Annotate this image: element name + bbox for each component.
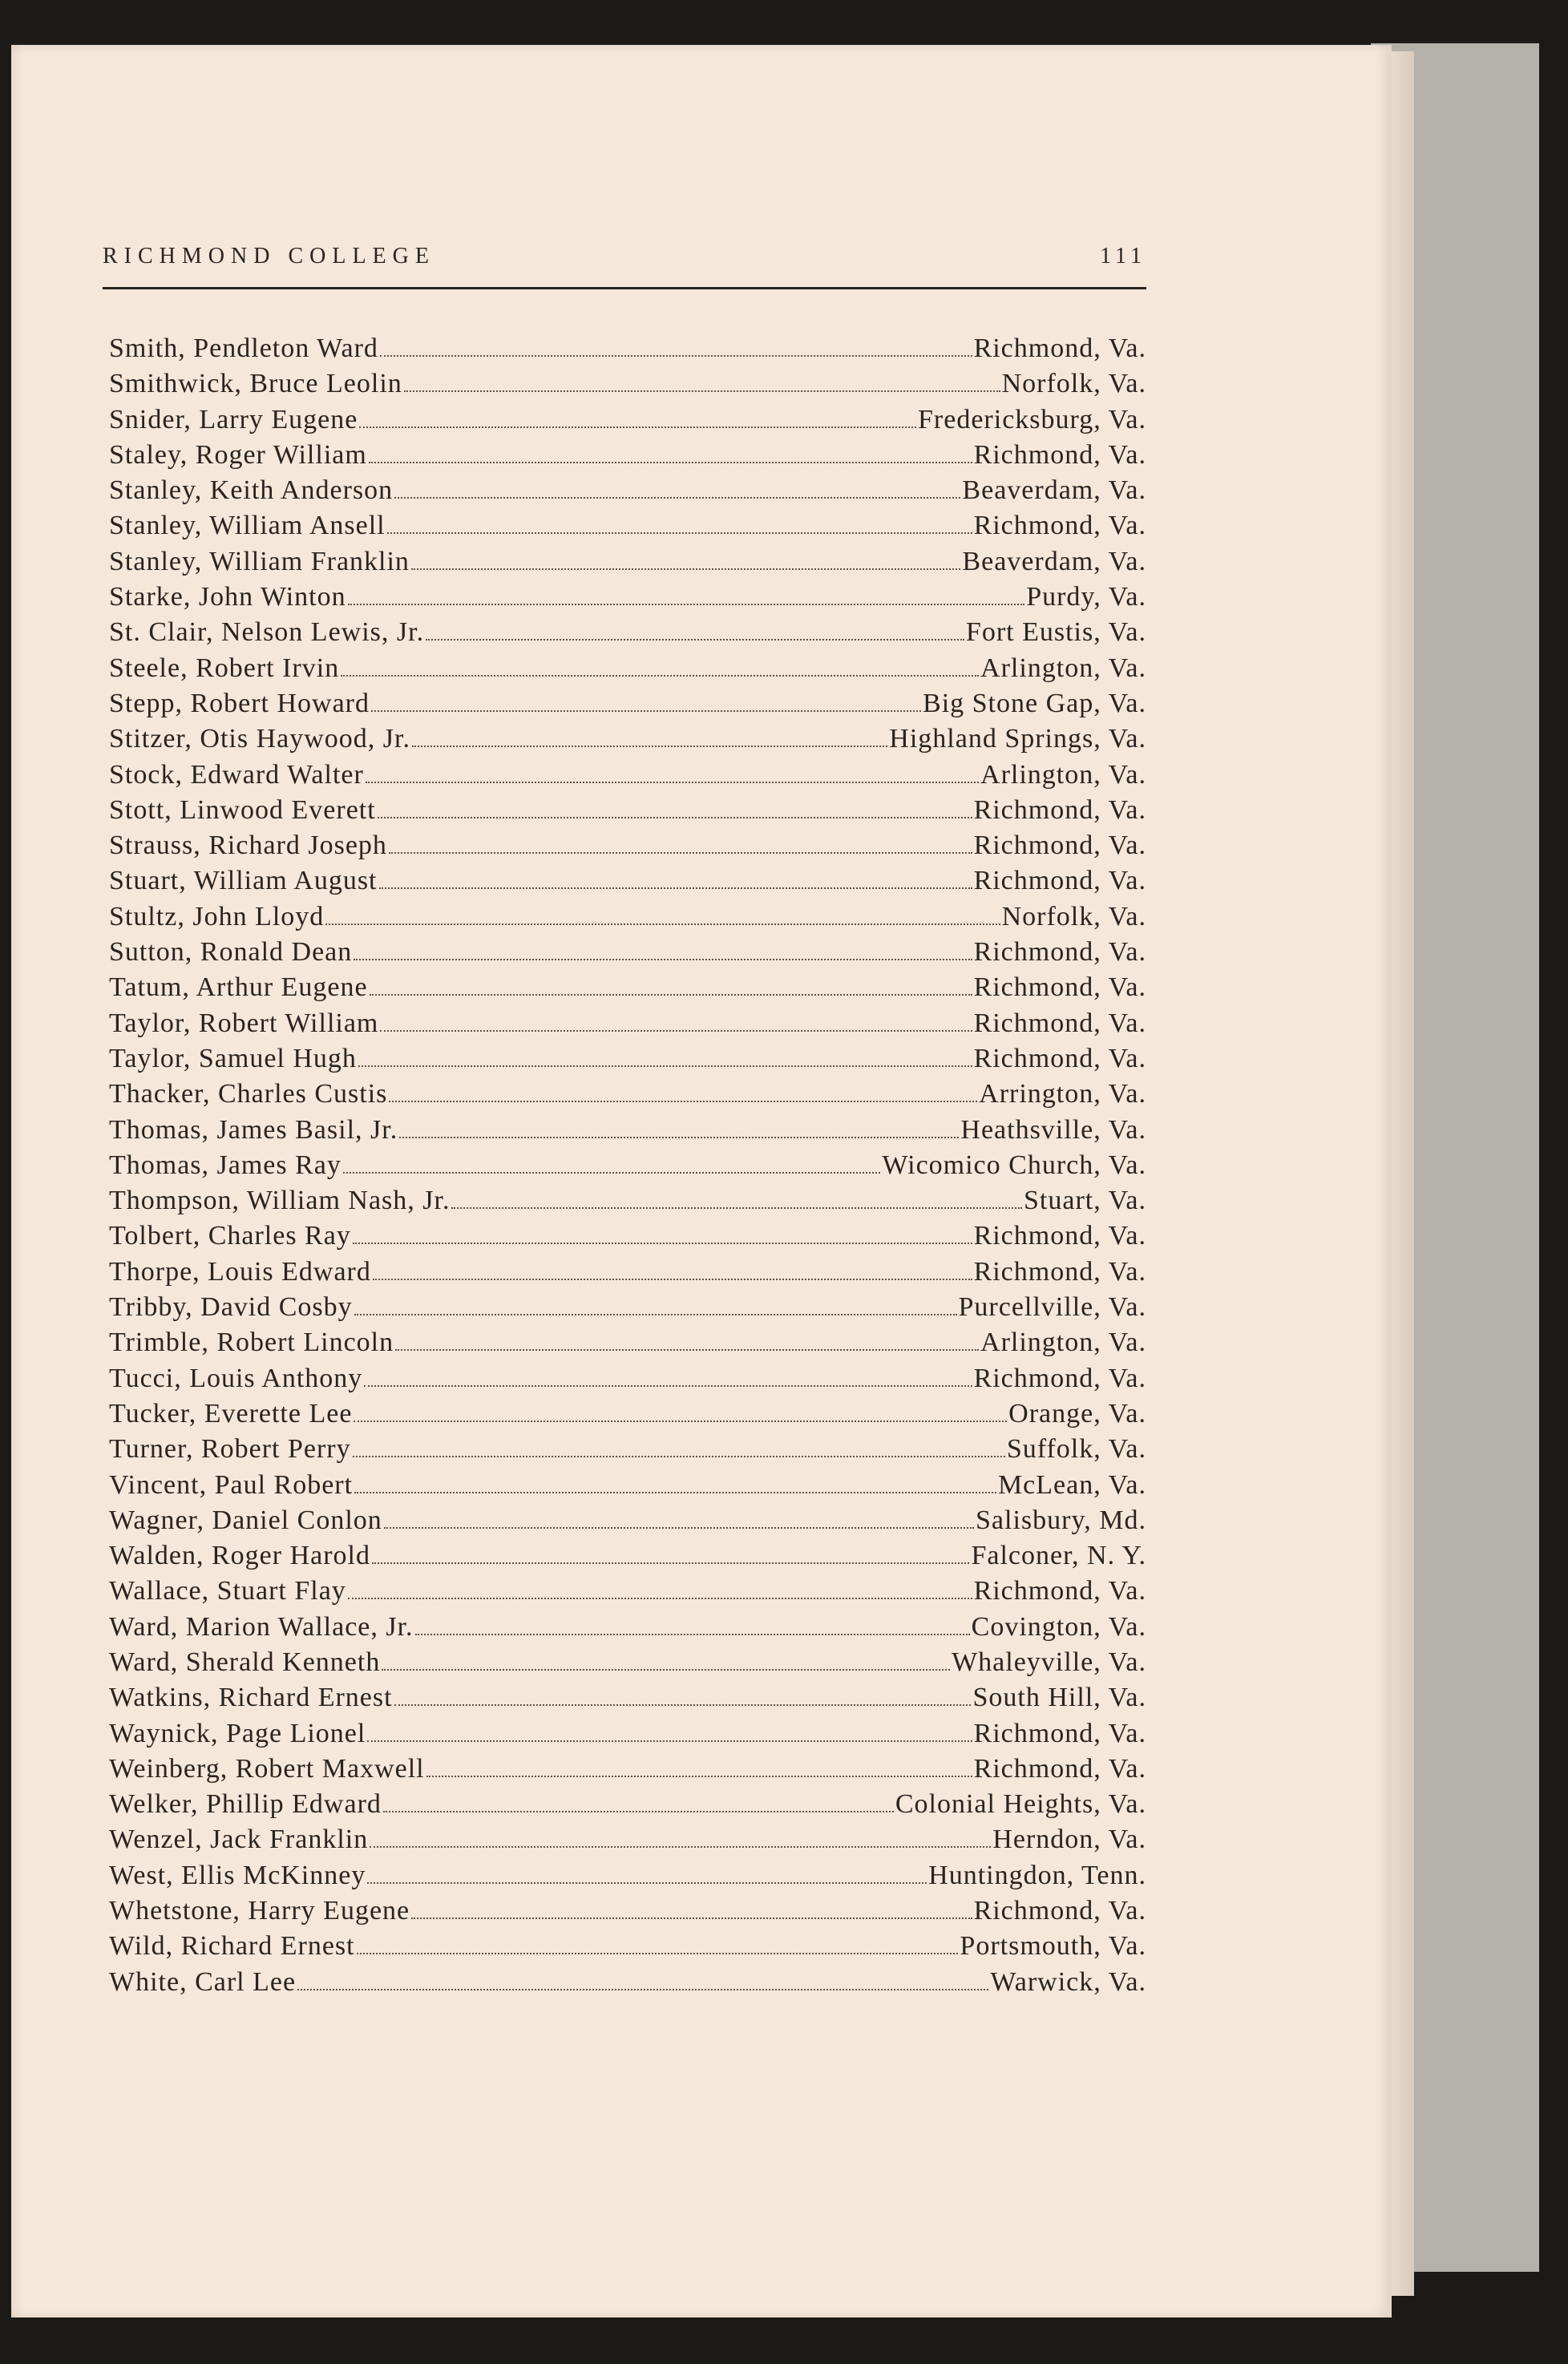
list-item: [109, 1186, 1146, 1221]
list-item: [109, 1399, 1146, 1434]
hometown: Falconer, N. Y.: [971, 1541, 1146, 1571]
dot-leader: [358, 1065, 972, 1067]
student-name: Stanley, William Franklin: [109, 546, 410, 576]
list-item: [109, 1754, 1146, 1789]
list-item: [109, 1861, 1146, 1896]
hometown: Richmond, Va.: [973, 1043, 1146, 1073]
student-name: Taylor, Robert William: [109, 1008, 379, 1038]
hometown: Arlington, Va.: [980, 653, 1146, 683]
list-item: [109, 1719, 1146, 1754]
hometown: Norfolk, Va.: [1001, 901, 1146, 931]
list-item: [109, 1115, 1146, 1150]
hometown: Norfolk, Va.: [1001, 369, 1146, 399]
hometown: Stuart, Va.: [1024, 1186, 1146, 1216]
dot-leader: [354, 1492, 996, 1493]
hometown: Richmond, Va.: [973, 1256, 1146, 1287]
student-name: Strauss, Richard Joseph: [109, 830, 387, 861]
student-name: Smith, Pendleton Ward: [109, 333, 378, 363]
hometown: Suffolk, Va.: [1006, 1434, 1146, 1465]
list-item: [109, 1434, 1146, 1469]
hometown: Purdy, Va.: [1026, 582, 1146, 612]
list-item: [109, 1896, 1146, 1931]
dot-leader: [399, 1137, 959, 1138]
page-edge: [1392, 51, 1414, 2296]
hometown: Colonial Heights, Va.: [895, 1789, 1146, 1820]
hometown: Richmond, Va.: [973, 1576, 1146, 1606]
list-item: [109, 1364, 1146, 1399]
hometown: Richmond, Va.: [973, 333, 1146, 363]
student-name: Stultz, John Lloyd: [109, 901, 325, 931]
page-number: 111: [1100, 244, 1146, 269]
student-name: St. Clair, Nelson Lewis, Jr.: [109, 617, 425, 648]
dot-leader: [389, 1101, 977, 1102]
dot-leader: [380, 355, 972, 357]
hometown: McLean, Va.: [997, 1469, 1146, 1500]
student-name: Tucci, Louis Anthony: [109, 1363, 363, 1393]
list-item: [109, 1931, 1146, 1966]
student-name: Tucker, Everette Lee: [109, 1398, 353, 1429]
dot-leader: [382, 1669, 950, 1671]
student-name: Wild, Richard Ernest: [109, 1931, 355, 1962]
student-name: Sutton, Ronald Dean: [109, 937, 353, 968]
student-name: Stanley, William Ansell: [109, 511, 386, 541]
list-item: [109, 1505, 1146, 1541]
hometown: Richmond, Va.: [973, 794, 1146, 825]
list-item: [109, 475, 1146, 511]
list-item: [109, 582, 1146, 617]
dot-leader: [451, 1207, 1022, 1209]
dot-leader: [378, 817, 972, 818]
list-item: [109, 1292, 1146, 1327]
dot-leader: [353, 1456, 1005, 1457]
hometown: Purcellville, Va.: [958, 1292, 1146, 1323]
list-item: [109, 333, 1146, 369]
list-item: [109, 547, 1146, 582]
student-name: Stanley, Keith Anderson: [109, 475, 394, 506]
list-item: [109, 1576, 1146, 1611]
hometown: Whaleyville, Va.: [952, 1647, 1146, 1677]
dot-leader: [372, 1562, 969, 1564]
list-item: [109, 902, 1146, 937]
hometown: Salisbury, Md.: [976, 1505, 1146, 1535]
running-head: [103, 240, 1146, 289]
dot-leader: [380, 1030, 972, 1032]
student-name: Walden, Roger Harold: [109, 1541, 370, 1571]
list-item: [109, 1825, 1146, 1860]
student-name: White, Carl Lee: [109, 1966, 297, 1997]
student-name: West, Ellis McKinney: [109, 1860, 366, 1890]
dot-leader: [364, 1385, 972, 1387]
hometown: Richmond, Va.: [973, 1718, 1146, 1748]
dot-leader: [384, 1527, 974, 1529]
student-list: [109, 333, 1146, 2002]
student-name: Wallace, Stuart Flay: [109, 1576, 346, 1606]
student-name: Weinberg, Robert Maxwell: [109, 1753, 425, 1784]
hometown: Richmond, Va.: [973, 511, 1146, 541]
dot-leader: [412, 746, 887, 747]
hometown: Highland Springs, Va.: [889, 724, 1146, 754]
list-item: [109, 866, 1146, 901]
hometown: Richmond, Va.: [973, 1363, 1146, 1393]
dot-leader: [415, 1634, 970, 1635]
dot-leader: [367, 1882, 927, 1884]
student-name: Ward, Sherald Kenneth: [109, 1647, 381, 1677]
hometown: Arlington, Va.: [980, 759, 1146, 790]
dot-leader: [426, 1776, 972, 1777]
list-item: [109, 1257, 1146, 1292]
hometown: South Hill, Va.: [972, 1683, 1146, 1713]
student-name: Vincent, Paul Robert: [109, 1469, 354, 1500]
dot-leader: [353, 1243, 972, 1244]
list-item: [109, 1150, 1146, 1186]
student-name: Waynick, Page Lionel: [109, 1718, 366, 1748]
student-name: Stuart, William August: [109, 866, 378, 896]
running-head-title: RICHMOND COLLEGE: [103, 244, 435, 269]
dot-leader: [389, 852, 972, 854]
student-name: Taylor, Samuel Hugh: [109, 1043, 357, 1073]
dot-leader: [357, 1953, 959, 1954]
hometown: Huntingdon, Tenn.: [928, 1860, 1146, 1890]
hometown: Heathsville, Va.: [960, 1114, 1146, 1145]
hometown: Orange, Va.: [1008, 1398, 1146, 1429]
dot-leader: [297, 1989, 988, 1990]
student-name: Turner, Robert Perry: [109, 1434, 351, 1465]
student-name: Wagner, Daniel Conlon: [109, 1505, 382, 1535]
dot-leader: [348, 604, 1025, 605]
hometown: Richmond, Va.: [973, 1753, 1146, 1784]
hometown: Richmond, Va.: [973, 1221, 1146, 1251]
student-name: Ward, Marion Wallace, Jr.: [109, 1611, 414, 1642]
list-item: [109, 653, 1146, 689]
hometown: Arlington, Va.: [980, 1327, 1146, 1358]
student-name: Wenzel, Jack Franklin: [109, 1825, 369, 1855]
student-name: Staley, Roger William: [109, 439, 367, 470]
list-item: [109, 689, 1146, 724]
hometown: Herndon, Va.: [992, 1825, 1146, 1855]
hometown: Beaverdam, Va.: [962, 546, 1146, 576]
hometown: Fort Eustis, Va.: [965, 617, 1146, 648]
dot-leader: [370, 994, 972, 996]
dot-leader: [354, 1314, 957, 1315]
dot-leader: [343, 1172, 880, 1174]
dot-leader: [371, 710, 921, 712]
list-item: [109, 617, 1146, 653]
list-item: [109, 972, 1146, 1008]
student-name: Snider, Larry Eugene: [109, 404, 358, 434]
dot-leader: [359, 426, 916, 428]
dot-leader: [395, 1349, 979, 1351]
list-item: [109, 440, 1146, 475]
dot-leader: [383, 1811, 894, 1812]
dot-leader: [341, 675, 979, 677]
hometown: Wicomico Church, Va.: [882, 1150, 1146, 1180]
list-item: [109, 1008, 1146, 1044]
dot-leader: [367, 1740, 972, 1742]
list-item: [109, 760, 1146, 795]
list-item: [109, 369, 1146, 404]
dot-leader: [373, 1279, 972, 1280]
student-name: Thomas, James Ray: [109, 1150, 341, 1180]
list-item: [109, 1044, 1146, 1079]
dot-leader: [348, 1598, 972, 1599]
student-name: Whetstone, Harry Eugene: [109, 1896, 410, 1926]
hometown: Richmond, Va.: [973, 972, 1146, 1003]
list-item: [109, 1967, 1146, 2002]
student-name: Smithwick, Bruce Leolin: [109, 369, 402, 399]
student-name: Starke, John Winton: [109, 582, 346, 612]
dot-leader: [369, 462, 972, 463]
hometown: Big Stone Gap, Va.: [923, 688, 1146, 718]
dot-leader: [325, 923, 1000, 925]
hometown: Richmond, Va.: [973, 1896, 1146, 1926]
dot-leader: [370, 1846, 991, 1848]
student-name: Stepp, Robert Howard: [109, 688, 370, 718]
dot-leader: [404, 390, 1000, 392]
list-item: [109, 405, 1146, 440]
list-item: [109, 724, 1146, 759]
list-item: [109, 795, 1146, 830]
hometown: Beaverdam, Va.: [962, 475, 1146, 506]
hometown: Fredericksburg, Va.: [918, 404, 1146, 434]
list-item: [109, 1647, 1146, 1683]
student-name: Stock, Edward Walter: [109, 759, 364, 790]
student-name: Trimble, Robert Lincoln: [109, 1327, 394, 1358]
list-item: [109, 830, 1146, 866]
hometown: Arrington, Va.: [979, 1079, 1146, 1109]
list-item: [109, 1789, 1146, 1825]
hometown: Richmond, Va.: [973, 937, 1146, 968]
student-name: Thorpe, Louis Edward: [109, 1256, 371, 1287]
student-name: Stott, Linwood Everett: [109, 794, 376, 825]
list-item: [109, 511, 1146, 546]
list-item: [109, 1079, 1146, 1114]
student-name: Stitzer, Otis Haywood, Jr.: [109, 724, 410, 754]
list-item: [109, 1683, 1146, 1718]
dot-leader: [387, 532, 972, 534]
dot-leader: [354, 959, 972, 960]
dot-leader: [411, 1917, 972, 1919]
hometown: Richmond, Va.: [973, 439, 1146, 470]
dot-leader: [366, 782, 979, 783]
list-item: [109, 1327, 1146, 1363]
dot-leader: [379, 887, 972, 889]
student-name: Steele, Robert Irvin: [109, 653, 340, 683]
student-name: Thomas, James Basil, Jr.: [109, 1114, 398, 1145]
dot-leader: [411, 568, 960, 570]
dot-leader: [394, 1704, 972, 1706]
student-name: Watkins, Richard Ernest: [109, 1683, 393, 1713]
hometown: Richmond, Va.: [973, 830, 1146, 861]
student-name: Tribby, David Cosby: [109, 1292, 353, 1323]
dot-leader: [354, 1420, 1007, 1422]
student-name: Tolbert, Charles Ray: [109, 1221, 351, 1251]
dot-leader: [394, 497, 960, 499]
student-name: Welker, Phillip Edward: [109, 1789, 382, 1820]
dot-leader: [426, 639, 964, 641]
list-item: [109, 937, 1146, 972]
list-item: [109, 1470, 1146, 1505]
hometown: Warwick, Va.: [990, 1966, 1146, 1997]
hometown: Portsmouth, Va.: [960, 1931, 1146, 1962]
list-item: [109, 1612, 1146, 1647]
list-item: [109, 1541, 1146, 1576]
list-item: [109, 1221, 1146, 1256]
hometown: Covington, Va.: [971, 1611, 1146, 1642]
hometown: Richmond, Va.: [973, 866, 1146, 896]
student-name: Tatum, Arthur Eugene: [109, 972, 368, 1003]
student-name: Thompson, William Nash, Jr.: [109, 1186, 451, 1216]
student-name: Thacker, Charles Custis: [109, 1079, 388, 1109]
hometown: Richmond, Va.: [973, 1008, 1146, 1038]
